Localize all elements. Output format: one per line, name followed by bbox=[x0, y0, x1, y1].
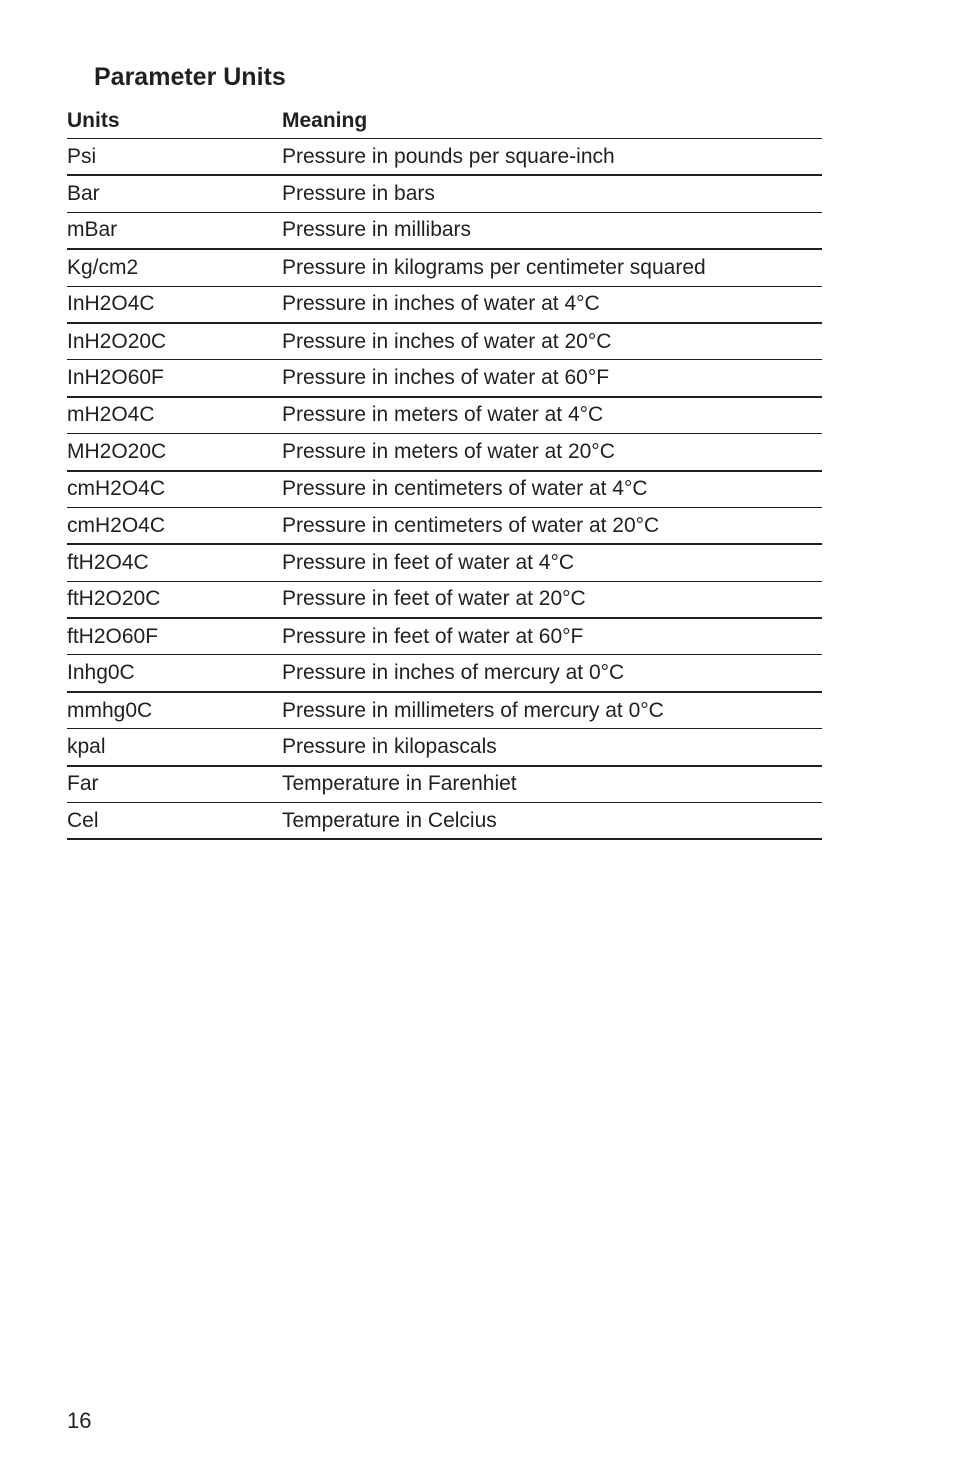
table-row bbox=[67, 360, 822, 397]
unit-cell: Cel bbox=[67, 803, 282, 840]
table-row bbox=[67, 175, 822, 212]
table-row bbox=[67, 323, 822, 360]
table-row bbox=[67, 655, 822, 692]
table-row bbox=[67, 397, 822, 434]
meaning-cell: Pressure in centimeters of water at 20°C bbox=[282, 507, 822, 544]
meaning-cell: Pressure in centimeters of water at 4°C bbox=[282, 471, 822, 508]
meaning-cell: Pressure in inches of mercury at 0°C bbox=[282, 655, 822, 692]
table-row bbox=[67, 139, 822, 176]
unit-cell: InH2O20C bbox=[67, 323, 282, 360]
meaning-cell: Pressure in meters of water at 20°C bbox=[282, 434, 822, 471]
unit-cell: Psi bbox=[67, 139, 282, 176]
unit-cell: ftH2O20C bbox=[67, 581, 282, 618]
unit-cell: InH2O60F bbox=[67, 360, 282, 397]
table-row bbox=[67, 729, 822, 766]
table-row bbox=[67, 692, 822, 729]
table-row bbox=[67, 212, 822, 249]
unit-cell: mmhg0C bbox=[67, 692, 282, 729]
meaning-cell: Pressure in millimeters of mercury at 0°C bbox=[282, 692, 822, 729]
unit-cell: MH2O20C bbox=[67, 434, 282, 471]
meaning-cell: Pressure in feet of water at 4°C bbox=[282, 544, 822, 581]
meaning-cell: Pressure in feet of water at 60°F bbox=[282, 618, 822, 655]
unit-cell: Inhg0C bbox=[67, 655, 282, 692]
meaning-cell: Pressure in pounds per square-inch bbox=[282, 139, 822, 176]
table-row bbox=[67, 471, 822, 508]
unit-cell: Bar bbox=[67, 175, 282, 212]
meaning-cell: Pressure in feet of water at 20°C bbox=[282, 581, 822, 618]
page-title: Parameter Units bbox=[94, 63, 286, 91]
page-number: 16 bbox=[67, 1408, 92, 1433]
table-row bbox=[67, 544, 822, 581]
unit-cell: mBar bbox=[67, 212, 282, 249]
table-row bbox=[67, 507, 822, 544]
table-row bbox=[67, 803, 822, 840]
meaning-cell: Temperature in Farenhiet bbox=[282, 766, 822, 803]
meaning-cell: Pressure in meters of water at 4°C bbox=[282, 397, 822, 434]
parameter-units-table bbox=[67, 104, 822, 840]
table-row bbox=[67, 286, 822, 323]
table-row bbox=[67, 249, 822, 286]
meaning-cell: Pressure in inches of water at 20°C bbox=[282, 323, 822, 360]
unit-cell: InH2O4C bbox=[67, 286, 282, 323]
unit-cell: kpal bbox=[67, 729, 282, 766]
unit-cell: mH2O4C bbox=[67, 397, 282, 434]
table-row bbox=[67, 618, 822, 655]
meaning-cell: Temperature in Celcius bbox=[282, 803, 822, 840]
meaning-column-header: Meaning bbox=[282, 104, 822, 139]
meaning-cell: Pressure in bars bbox=[282, 175, 822, 212]
unit-cell: Far bbox=[67, 766, 282, 803]
table-row bbox=[67, 766, 822, 803]
unit-cell: Kg/cm2 bbox=[67, 249, 282, 286]
unit-cell: ftH2O4C bbox=[67, 544, 282, 581]
meaning-cell: Pressure in inches of water at 60°F bbox=[282, 360, 822, 397]
table-header-row bbox=[67, 104, 822, 139]
units-column-header: Units bbox=[67, 104, 282, 139]
meaning-cell: Pressure in kilograms per centimeter squared bbox=[282, 249, 822, 286]
meaning-cell: Pressure in inches of water at 4°C bbox=[282, 286, 822, 323]
table-row bbox=[67, 581, 822, 618]
unit-cell: cmH2O4C bbox=[67, 507, 282, 544]
table-row bbox=[67, 434, 822, 471]
unit-cell: ftH2O60F bbox=[67, 618, 282, 655]
meaning-cell: Pressure in millibars bbox=[282, 212, 822, 249]
unit-cell: cmH2O4C bbox=[67, 471, 282, 508]
meaning-cell: Pressure in kilopascals bbox=[282, 729, 822, 766]
